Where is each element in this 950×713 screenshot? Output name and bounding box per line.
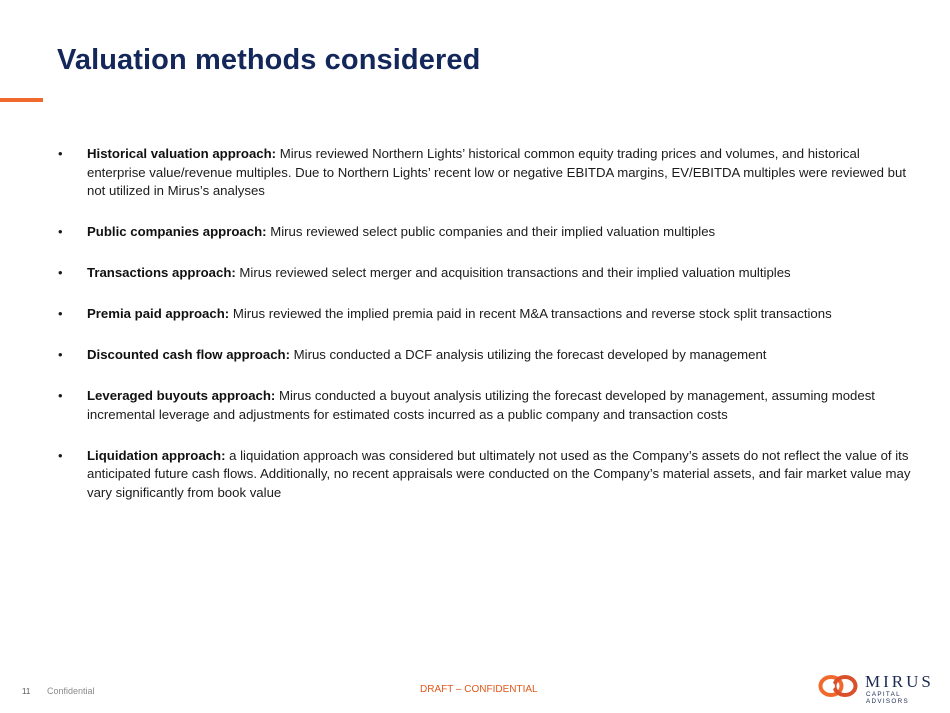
- bullet-heading: Leveraged buyouts approach:: [87, 388, 276, 403]
- bullet-heading: Public companies approach:: [87, 224, 267, 239]
- bullet-dot-icon: •: [58, 265, 63, 280]
- bullet-item-public-companies: [58, 223, 918, 242]
- company-logo: [818, 671, 940, 705]
- bullet-heading: Historical valuation approach:: [87, 146, 277, 161]
- bullet-text: Mirus conducted a buyout analysis utilizing the forecast developed by management, assuming modest incremental leverage and adjustments for estimated costs incurred as a public company and transaction costs: [87, 388, 875, 422]
- logo-rings-icon: [818, 673, 860, 699]
- bullet-heading: Premia paid approach:: [87, 306, 230, 321]
- confidential-label: Confidential: [47, 686, 95, 696]
- bullet-heading: Discounted cash flow approach:: [87, 347, 290, 362]
- bullet-dot-icon: •: [58, 306, 63, 321]
- bullet-text: Mirus reviewed Northern Lights’ historical common equity trading prices and volumes, and historical enterprise value/revenue multiples. Due to Northern Lights’ recent low or negative EBITDA margins, EV/EBITDA multiples were reviewed but not utilized in Mirus’s analyses: [87, 146, 906, 198]
- page-title: Valuation methods considered: [57, 44, 481, 76]
- bullet-item-historical: [58, 145, 918, 201]
- bullet-list: [58, 145, 918, 525]
- title-accent-bar: [0, 98, 43, 102]
- logo-wordmark: MIRUS: [865, 672, 934, 691]
- bullet-text: Mirus conducted a DCF analysis utilizing the forecast developed by management: [289, 347, 767, 362]
- bullet-text: Mirus reviewed select public companies and their implied valuation multiples: [266, 224, 716, 239]
- bullet-dot-icon: •: [58, 224, 63, 239]
- bullet-dot-icon: •: [58, 447, 63, 463]
- bullet-dot-icon: •: [58, 347, 63, 362]
- draft-confidential-label: DRAFT – CONFIDENTIAL: [420, 684, 538, 695]
- bullet-item-liquidation: [58, 447, 918, 503]
- bullet-text: a liquidation approach was considered but ultimately not used as the Company’s assets do not reflect the value of its anticipated future cash flows. Additionally, no recent appraisals were conducted on the Company’s material assets, and fair market value may vary significantly from book value: [87, 447, 911, 500]
- bullet-item-premia-paid: [58, 305, 918, 324]
- bullet-item-transactions: [58, 264, 918, 283]
- logo-subtitle: CAPITAL ADVISORS: [866, 691, 909, 705]
- bullet-text: Mirus reviewed select merger and acquisition transactions and their implied valuation multiples: [235, 265, 791, 280]
- bullet-heading: Liquidation approach:: [87, 447, 226, 463]
- bullet-text: Mirus reviewed the implied premia paid in recent M&A transactions and reverse stock split transactions: [229, 306, 832, 321]
- page-number: 11: [22, 687, 31, 696]
- bullet-heading: Transactions approach:: [87, 265, 236, 280]
- bullet-dot-icon: •: [58, 388, 63, 403]
- bullet-item-dcf: [58, 346, 918, 365]
- bullet-item-lbo: [58, 387, 918, 424]
- bullet-dot-icon: •: [58, 146, 63, 161]
